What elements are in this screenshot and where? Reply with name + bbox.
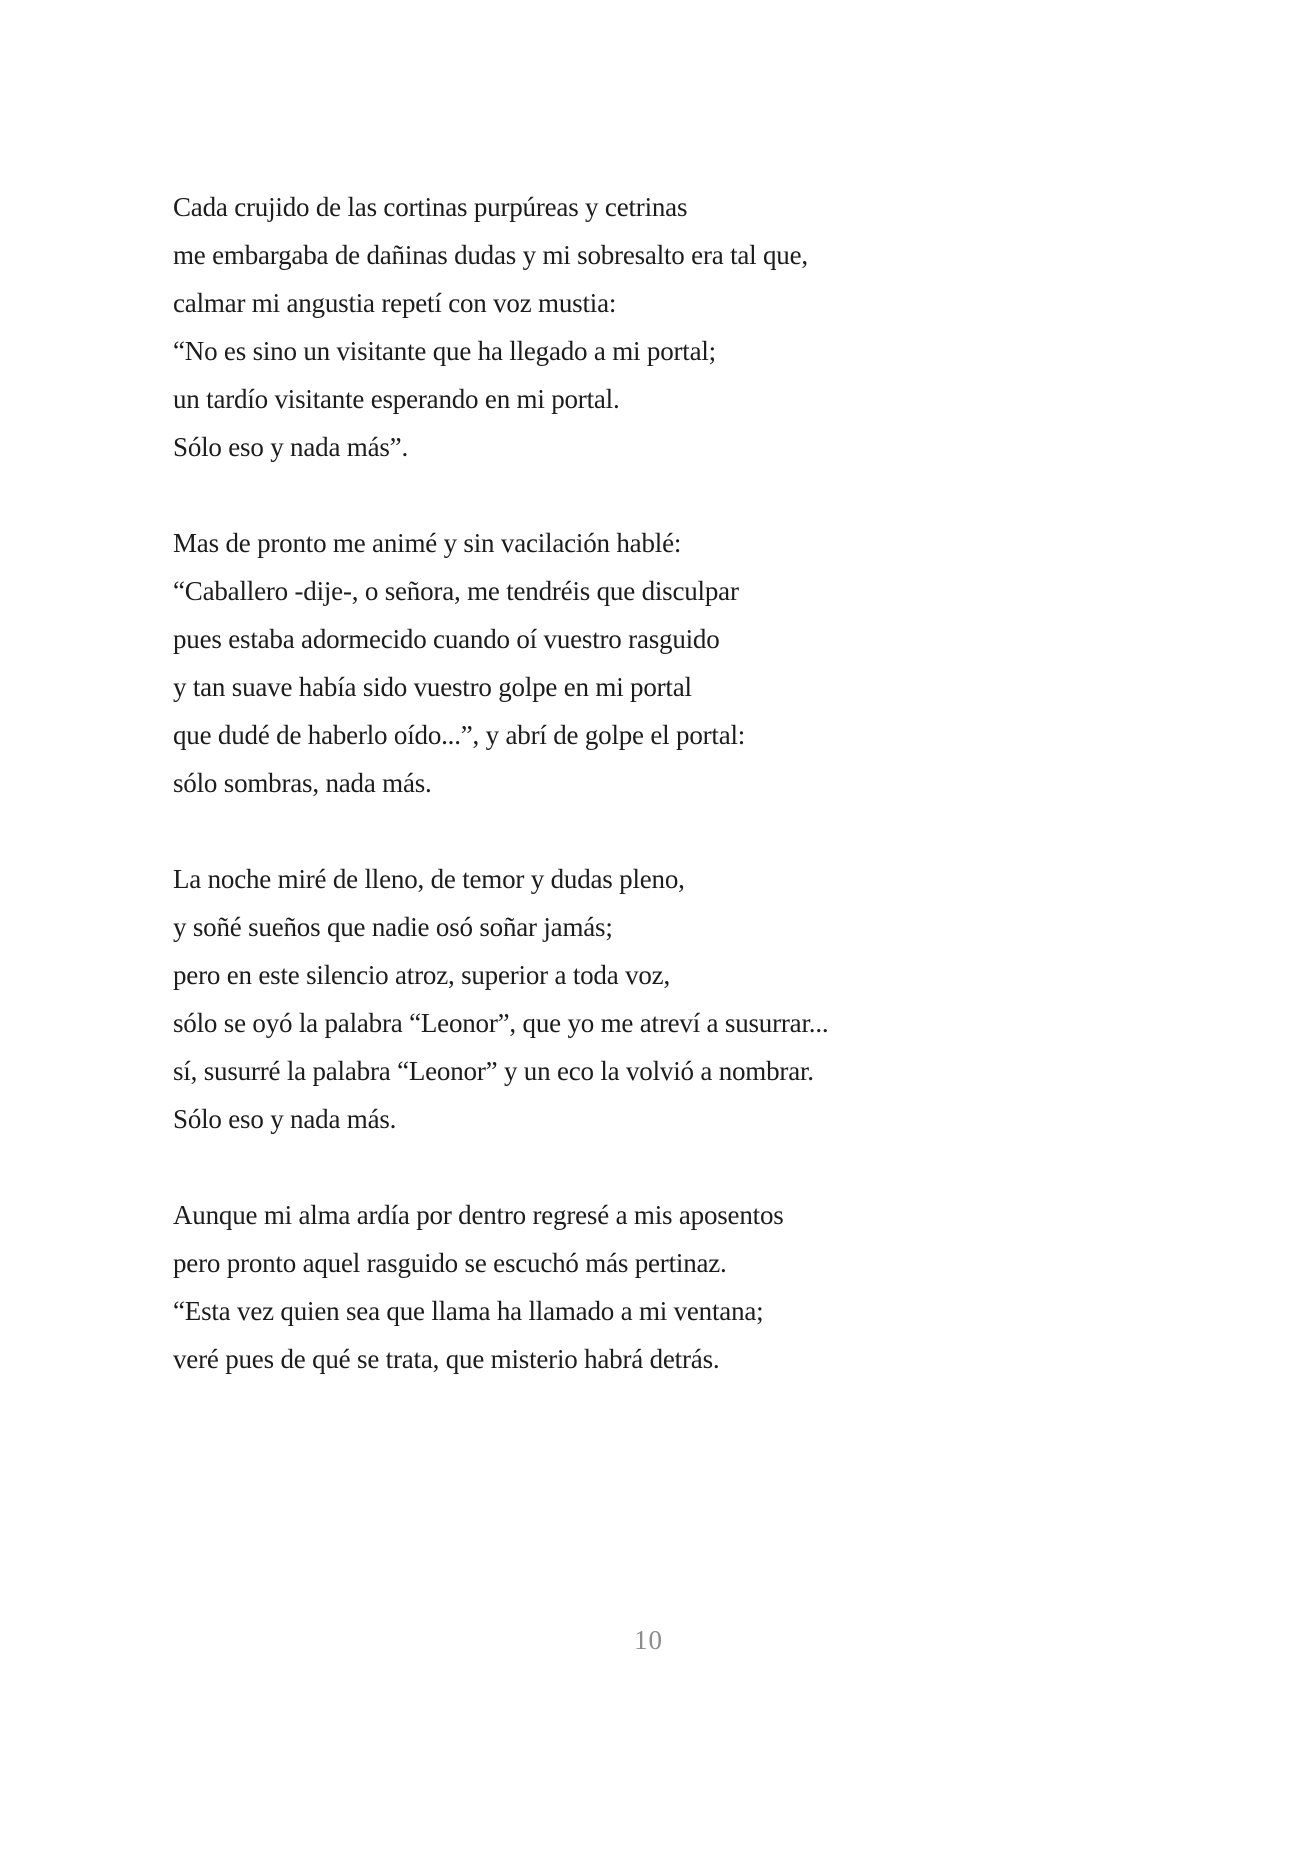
poem-line: veré pues de qué se trata, que misterio habrá detrás. bbox=[173, 1344, 720, 1374]
stanza bbox=[173, 855, 1153, 1143]
poem-line: me embargaba de dañinas dudas y mi sobresalto era tal que, bbox=[173, 240, 808, 270]
poem-line: y soñé sueños que nadie osó soñar jamás; bbox=[173, 912, 613, 942]
poem-line: Sólo eso y nada más”. bbox=[173, 432, 409, 462]
poem-line: sólo se oyó la palabra “Leonor”, que yo me atreví a susurrar... bbox=[173, 1008, 829, 1038]
poem-line: un tardío visitante esperando en mi portal. bbox=[173, 384, 620, 414]
poem-line: pues estaba adormecido cuando oí vuestro rasguido bbox=[173, 624, 720, 654]
poem-line: “Caballero -dije-, o señora, me tendréis que disculpar bbox=[173, 576, 739, 606]
poem-line: Sólo eso y nada más. bbox=[173, 1104, 397, 1134]
poem-line: “No es sino un visitante que ha llegado a mi portal; bbox=[173, 336, 716, 366]
stanza bbox=[173, 1191, 1153, 1383]
poem-line: sólo sombras, nada más. bbox=[173, 768, 432, 798]
stanza bbox=[173, 183, 1153, 471]
poem-line: pero pronto aquel rasguido se escuchó más pertinaz. bbox=[173, 1248, 727, 1278]
poem-line: La noche miré de lleno, de temor y dudas pleno, bbox=[173, 864, 685, 894]
poem-text-block bbox=[173, 183, 1153, 1431]
poem-line: Cada crujido de las cortinas purpúreas y cetrinas bbox=[173, 192, 688, 222]
poem-line: “Esta vez quien sea que llama ha llamado a mi ventana; bbox=[173, 1296, 764, 1326]
poem-line: pero en este silencio atroz, superior a toda voz, bbox=[173, 960, 671, 990]
poem-line: que dudé de haberlo oído...”, y abrí de golpe el portal: bbox=[173, 720, 746, 750]
page-number: 10 bbox=[634, 1625, 663, 1655]
poem-line: y tan suave había sido vuestro golpe en mi portal bbox=[173, 672, 692, 702]
poem-line: Mas de pronto me animé y sin vacilación hablé: bbox=[173, 528, 682, 558]
stanza bbox=[173, 519, 1153, 807]
poem-line: calmar mi angustia repetí con voz mustia: bbox=[173, 288, 617, 318]
poem-line: sí, susurré la palabra “Leonor” y un eco la volvió a nombrar. bbox=[173, 1056, 814, 1086]
poem-line: Aunque mi alma ardía por dentro regresé a mis aposentos bbox=[173, 1200, 784, 1230]
